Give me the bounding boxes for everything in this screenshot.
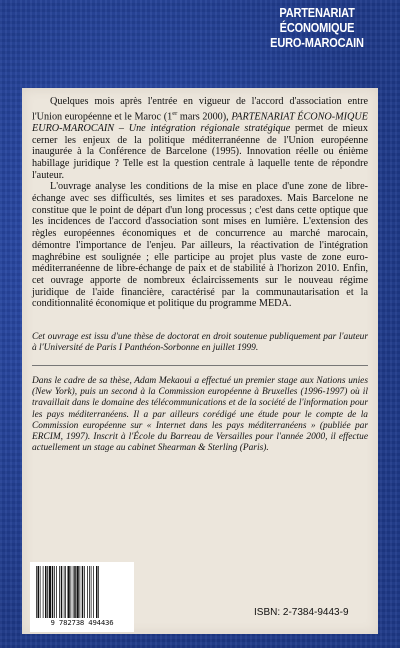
thesis-note: Cet ouvrage est issu d'une thèse de doctorat en droit soutenue publiquement par l'auteur à l'Université de Paris I Panthéon-Sorbonne en juillet 1999.: [32, 332, 368, 354]
title-line: EURO-MAROCAIN: [270, 36, 364, 50]
summary-paragraph-1: [32, 96, 368, 181]
summary-text-run: Quelques mois après l'entrée en vigueur de l'accord d'association entre l'Union européenne et le Maroc (1: [32, 96, 368, 123]
book-title-reference: PARTENARIAT ÉCONO-MIQUE EURO-MAROCAIN – Une intégration régionale stratégique: [32, 111, 368, 134]
barcode: [30, 562, 134, 632]
barcode-bars-icon: [34, 566, 130, 618]
summary-text-run: mars 2000),: [177, 111, 232, 123]
book-title: [252, 6, 382, 51]
author-bio: Dans le cadre de sa thèse, Adam Mekaoui a effectué un premier stage aux Nations unies (New York), puis un second à la Commission européenne à Bruxelles (1996-1997) où il travaillait dans le domaine des télécommunications et de la société de l'information pour les pays méditerranéens. Il a par ailleurs corédigé une étude pour le compte de la Commission européenne sur « Internet dans les pays méditerranéens » (publiée par ERCIM, 1997). Inscrit à l'École du Barreau de Versailles pour l'année 2000, il effectue actuellement un stage au cabinet Shearman & Sterling (Paris).: [32, 376, 368, 454]
title-line: ÉCONOMIQUE: [279, 21, 355, 35]
summary-paragraph-2: L'ouvrage analyse les conditions de la mise en place d'une zone de libre-échange avec ses difficultés, ses limites et ses paradoxes. Mais Barcelone ne constitue que le point de départ d'un long processus ; c'est dans cette optique que les incidences de l'accord d'association sont mises en lumière. L'extension des règles européennes économiques et de concurrence au marché marocain, démontre l'importance de l'enjeu. Par ailleurs, la réactivation de l'intégration maghrébine est soulignée ; elle participe au projet plus vaste de zone euro-méditerranéenne de libre-échange de paix et de stabilité à l'horizon 2010. Enfin, cet ouvrage apporte de nombreux éclaircissements sur le nouveau régime juridique de l'aide financière, caractérisé par la communautarisation et la conditionnalité économique et politique du programme MEDA.: [32, 181, 368, 310]
author-bio-block: [32, 376, 368, 454]
summary-text: [32, 96, 368, 310]
barcode-number: 9 782738 494436: [50, 618, 114, 627]
text-panel: [22, 88, 378, 634]
ordinal-suffix: er: [172, 109, 178, 117]
thesis-note-block: [32, 332, 368, 354]
isbn-number: ISBN: 2-7384-9443-9: [254, 607, 349, 618]
summary-text-run: permet de mieux cerner les enjeux de la politique méditerranéenne de l'Union européenne inaugurée à la Conférence de Barcelone (1995). Innovation réelle ou énième habillage juridique ? Telle est la question centrale à laquelle tente de répondre l'auteur.: [32, 122, 368, 181]
divider-line: [32, 365, 368, 366]
title-line: PARTENARIAT: [279, 6, 355, 20]
